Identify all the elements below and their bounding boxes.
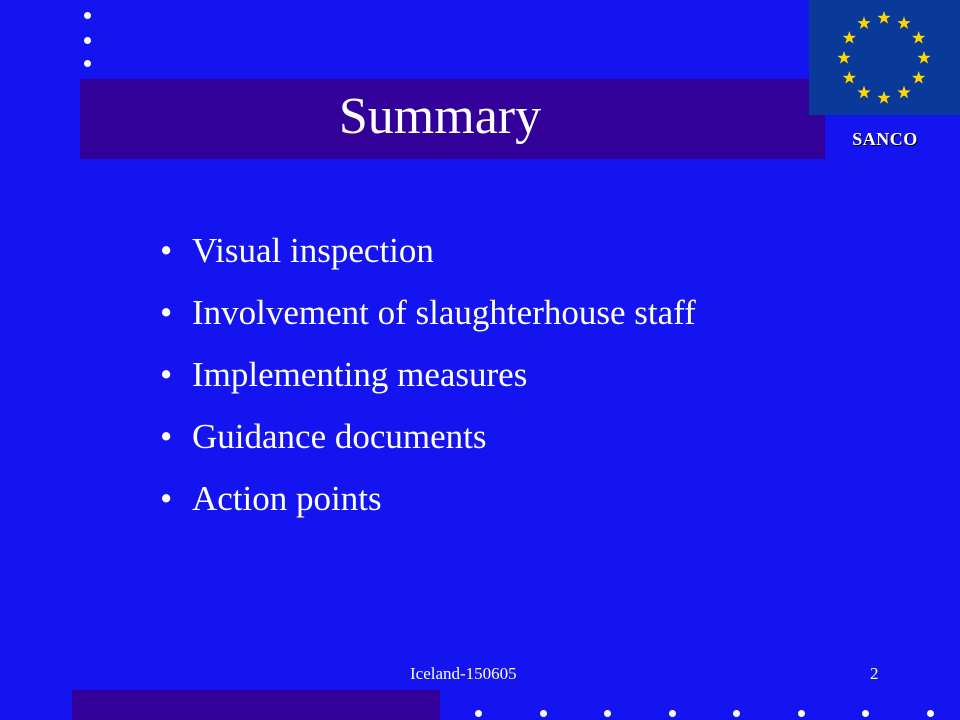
dot-icon	[604, 710, 611, 717]
star-icon	[917, 51, 930, 64]
dot-icon	[927, 710, 934, 717]
star-icon	[912, 71, 925, 84]
bottom-band	[72, 690, 440, 720]
star-icon	[837, 51, 850, 64]
star-icon	[897, 86, 910, 99]
dot-icon	[84, 60, 91, 67]
star-icon	[843, 71, 856, 84]
list-item-text: Visual inspection	[192, 231, 434, 270]
list-item	[160, 284, 860, 346]
bullet-icon: •	[160, 479, 173, 518]
list-item	[160, 222, 860, 284]
eu-flag-icon	[809, 0, 960, 115]
slide-title: Summary	[338, 88, 542, 145]
decorative-dots-bottom	[475, 710, 945, 718]
list-item	[160, 408, 860, 470]
decorative-dots-left	[84, 12, 92, 72]
list-item-text: Guidance documents	[192, 417, 487, 456]
dot-icon	[84, 37, 91, 44]
list-item	[160, 470, 860, 532]
logo-text: SANCO	[852, 129, 918, 149]
bullet-icon: •	[160, 293, 173, 332]
star-icon	[877, 91, 890, 104]
list-item	[160, 346, 860, 408]
dot-icon	[475, 710, 482, 717]
page-number: 2	[870, 664, 879, 683]
bullet-icon: •	[160, 231, 173, 270]
star-icon	[843, 31, 856, 44]
dot-icon	[669, 710, 676, 717]
list-item-text: Action points	[192, 479, 382, 518]
star-icon	[857, 16, 870, 29]
bullet-list	[160, 222, 860, 532]
eu-flag-stars	[809, 0, 960, 115]
star-icon	[857, 86, 870, 99]
star-icon	[877, 11, 890, 24]
dot-icon	[540, 710, 547, 717]
dot-icon	[798, 710, 805, 717]
bullet-icon: •	[160, 355, 173, 394]
dot-icon	[733, 710, 740, 717]
list-item-text: Involvement of slaughterhouse staff	[192, 293, 696, 332]
dot-icon	[862, 710, 869, 717]
list-item-text: Implementing measures	[192, 355, 528, 394]
star-icon	[897, 16, 910, 29]
star-icon	[912, 31, 925, 44]
dot-icon	[84, 12, 91, 19]
footer-text: Iceland-150605	[410, 664, 517, 683]
bullet-icon: •	[160, 417, 173, 456]
